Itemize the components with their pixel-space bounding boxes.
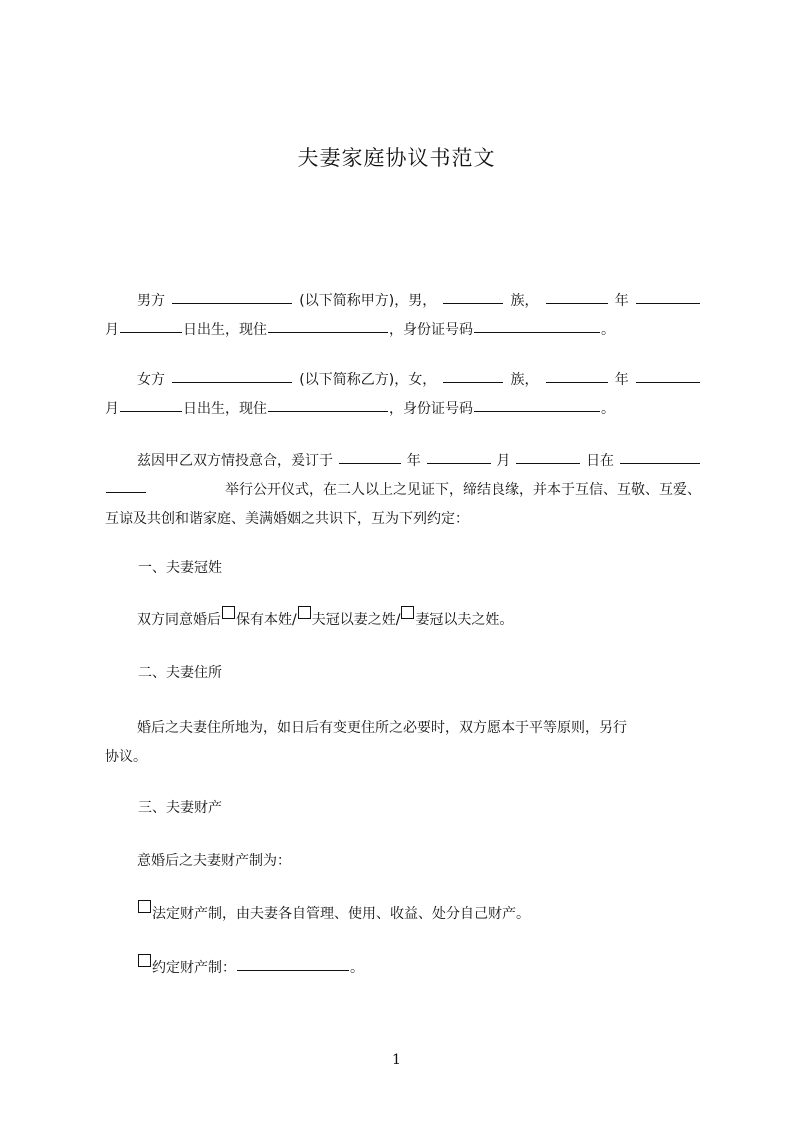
intro-month-blank [427, 447, 491, 464]
keep-surname-checkbox[interactable] [222, 606, 235, 619]
husband-day-blank [120, 316, 182, 333]
agreed-property-checkbox[interactable] [138, 954, 151, 967]
section2-line2-text: 协议。 [105, 749, 147, 765]
husband-address-blank [268, 316, 388, 333]
husband-id-label: ，身份证号码 [389, 322, 473, 338]
wife-month-text: 月 [105, 401, 119, 417]
husband-birth-text: 日出生，现住 [183, 322, 267, 338]
wife-year-text: 年 [614, 372, 629, 388]
section3-option2 [105, 954, 701, 983]
husband-label: 男方 [137, 293, 165, 309]
intro-place-blank-cont [106, 476, 146, 493]
page-number: 1 [392, 1052, 401, 1068]
intro-line-1 [105, 447, 701, 476]
wife-alias: (以下简称乙方)，女， [299, 372, 437, 388]
intro-line3-text: 互谅及共创和谐家庭、美满婚姻之共识下，互为下列约定： [105, 511, 469, 527]
intro-day-blank [516, 447, 580, 464]
intro-line-3 [105, 505, 701, 534]
wife-day-blank [120, 395, 182, 412]
husband-ethnic-blank [443, 287, 503, 304]
section3-opt1-text: 法定财产制，由夫妻各自管理、使用、收益、处分自己财产。 [152, 906, 530, 922]
section3-opt2-label: 约定财产制： [152, 960, 236, 976]
wife-address-blank [268, 395, 388, 412]
section3-option2-line [105, 954, 701, 983]
husband-ethnic-text: 族， [510, 293, 539, 309]
section1-part1: 双方同意婚后 [137, 612, 221, 628]
page-title: 夫妻家庭协议书范文 [297, 146, 496, 170]
husband-line-2 [105, 316, 701, 345]
section1-heading: 一、夫妻冠姓 [138, 560, 222, 576]
husband-month-blank [636, 287, 700, 304]
intro-place-blank [620, 447, 700, 464]
intro-day-at: 日在 [586, 453, 615, 469]
section3-intro-line [105, 847, 701, 876]
wife-id-blank [474, 395, 600, 412]
section3-option1 [105, 900, 701, 929]
section3-option2-indent [105, 954, 137, 983]
husband-alias: (以下简称甲方)，男， [299, 293, 437, 309]
intro-paragraph [105, 447, 701, 534]
husband-end: 。 [601, 322, 615, 338]
wife-paragraph [105, 366, 701, 424]
section1-line [105, 606, 701, 635]
wife-year-blank [546, 366, 608, 383]
wife-end: 。 [601, 401, 615, 417]
wife-month-blank [636, 366, 700, 383]
section1-opt1: 保有本姓/ [236, 612, 297, 628]
intro-month-text: 月 [496, 453, 511, 469]
husband-year-text: 年 [614, 293, 629, 309]
section1-opt3: 妻冠以夫之姓。 [415, 612, 514, 628]
husband-id-blank [474, 316, 600, 333]
section2-line-2 [105, 743, 701, 772]
wife-birth-text: 日出生，现住 [183, 401, 267, 417]
wife-label: 女方 [137, 372, 165, 388]
wife-name-blank [172, 366, 292, 383]
wife-line-2 [105, 395, 701, 424]
husband-paragraph [105, 287, 701, 345]
section3-opt2-end: 。 [350, 960, 364, 976]
section1-opt2: 夫冠以妻之姓/ [311, 612, 401, 628]
agreed-property-blank [237, 954, 349, 971]
section2-paragraph [105, 714, 701, 772]
husband-year-blank [546, 287, 608, 304]
section2-line1-text: 婚后之夫妻住所地为，如日后有变更住所之必要时，双方愿本于平等原则，另行 [137, 720, 627, 736]
statutory-property-checkbox[interactable] [138, 900, 151, 913]
section3-option1-indent [105, 900, 137, 929]
section2-line-1 [105, 714, 701, 743]
husband-month-text: 月 [105, 322, 119, 338]
section3-heading: 三、夫妻财产 [138, 800, 222, 816]
intro-line2-text: 举行公开仪式，在二人以上之见证下，缔结良缘，并本于互信、互敬、互爱、 [225, 482, 701, 498]
wife-ethnic-text: 族， [510, 372, 539, 388]
husband-name-blank [172, 287, 292, 304]
husband-takes-wife-surname-checkbox[interactable] [298, 606, 311, 619]
wife-id-label: ，身份证号码 [389, 401, 473, 417]
intro-year-text: 年 [406, 453, 421, 469]
intro-line-2 [105, 476, 701, 505]
wife-ethnic-blank [443, 366, 503, 383]
section2-heading: 二、夫妻住所 [138, 665, 222, 681]
section3-intro-text: 意婚后之夫妻财产制为： [137, 853, 291, 869]
intro-year-blank [339, 447, 401, 464]
wife-line-1 [105, 366, 701, 395]
section3-option1-line [105, 900, 701, 929]
section1-paragraph [105, 606, 701, 635]
wife-takes-husband-surname-checkbox[interactable] [401, 606, 414, 619]
husband-line-1 [105, 287, 701, 316]
intro-part1: 兹因甲乙双方情投意合，爰订于 [137, 453, 333, 469]
section3-intro [105, 847, 701, 876]
